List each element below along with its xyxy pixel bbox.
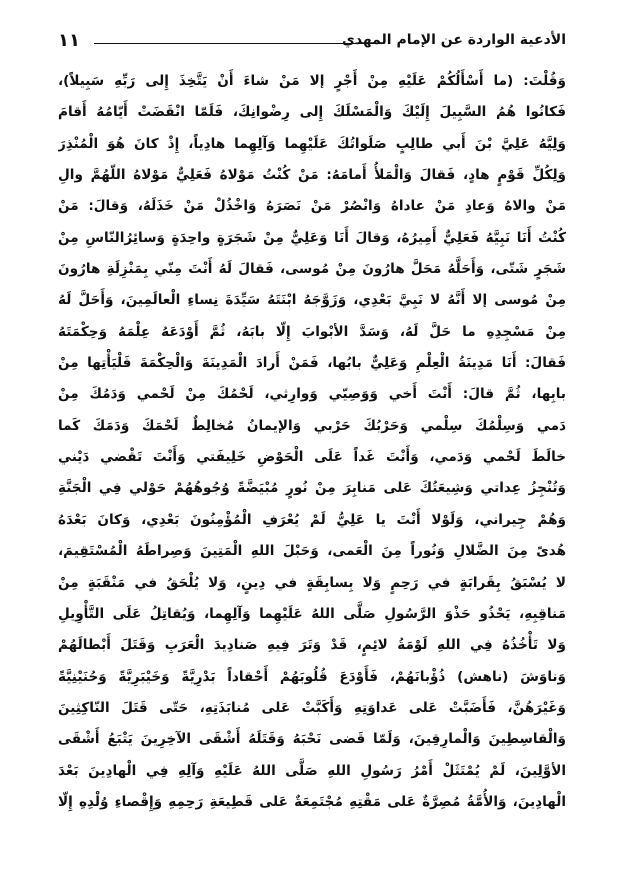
text-line: الْهادِينَ، وَالأُمَّةُ مُصِرَّةٌ عَلى مَقْتِهِ مُجْتَمِعَةٌ عَلى قَطِيعَةِ رَحِمِهِ وَإِقْصاءِ وُلْدِهِ إِلّا bbox=[58, 793, 566, 810]
text-line: وَتُنْجِزُ عِداتي وَشِيعَتُكَ عَلى مَنابِرَ مِنْ نُورٍ مُبْيَضَّةً وُجُوهُهُمْ حَوْلي فِي الْجَنَّةِ bbox=[58, 480, 566, 497]
text-line: مِنْ مُوسى إلا أَنَّهُ لا نَبِيَّ بَعْدِي، وَزَوَّجَهُ ابْنَتَهُ سَيِّدَةَ نِساءِ الْعالَمِينَ، وَأَحَلَّ لَهُ bbox=[58, 292, 566, 309]
text-line: فَقالَ: أَنَا مَدِينَةُ الْعِلْمِ وَعَلِيٌّ بابُها، فَمَنْ أَرادَ الْمَدِينَةَ وَالْحِكْمَةَ فَلْيَأْتِها مِنْ bbox=[58, 355, 566, 372]
text-line: هُدىً مِنَ الضَّلالِ وَنُوراً مِنَ الْعَمى، وَحَبْلَ اللهِ الْمَتِينَ وَصِراطَهُ الْمُسْتَقِيمَ، bbox=[58, 543, 566, 560]
page-header bbox=[58, 30, 566, 56]
text-line: شَجَرٍ شَتّى، وَأَحَلَّهُ مَحَلَّ هارُونَ مِنْ مُوسى، فَقالَ لَهُ أَنْتَ مِنّي بِمَنْزِلَةِ هارُونَ bbox=[58, 261, 566, 278]
text-line: وَالْقاسِطِينَ وَالْمارِقِينَ، وَلَمّا قَضى نَحْبَهُ وَقَتَلَهُ أَشْقَى الآخِرِينَ يَتْبَعُ أَشْقَى bbox=[58, 731, 566, 748]
text-line: مِنْ مَسْجِدِهِ ما حَلَّ لَهُ، وَسَدَّ الأبْوابَ إِلّا بابَهُ، ثُمَّ أَوْدَعَهُ عِلْمَهُ وَحِكْمَتَهُ bbox=[58, 323, 566, 340]
text-line: فَكانُوا هُمُ السَّبِيلَ إِلَيْكَ وَالْمَسْلَكَ إِلى رِضْوانِكَ، فَلَمّا انْقَضَتْ أَيّامُهُ أَقامَ bbox=[58, 104, 566, 121]
text-line: وَلِكُلِّ قَوْمٍ هادٍ، فَقالَ وَالْمَلأُ أَمامَهُ: مَنْ كُنْتُ مَوْلاهُ فَعَلِيٌّ مَوْلاهُ اللّهُمَّ والِ bbox=[58, 167, 566, 184]
text-line: خالَطَ لَحْمي وَدَمي، وَأَنْتَ غَداً عَلَى الْحَوْضِ خَلِيفَتي وَأَنْتَ تَقْضي دَيْني bbox=[58, 449, 566, 466]
page-number: ١١ bbox=[58, 30, 80, 51]
text-line: وَلا تَأْخُذُهُ فِي اللهِ لَوْمَةُ لائِمٍ، قَدْ وَتَرَ فِيهِ صَنادِيدَ الْعَرَبِ وَقَتَلَ أَبْطالَهُمْ bbox=[58, 637, 566, 654]
text-line: الأوَّلِينَ، لَمْ يُمْتَثَلْ أَمْرُ رَسُولِ اللهِ صَلَّى اللهُ عَلَيْهِ وَآلِهِ فِي الْهادِينَ بَعْدَ bbox=[58, 762, 566, 779]
text-line: لا يُسْبَقُ بِقَرابَةٍ في رَحِمٍ وَلا بِسابِقَةٍ في دِينٍ، وَلا يُلْحَقُ في مَنْقَبَةٍ مِنْ bbox=[58, 574, 566, 591]
running-title: الأدعية الواردة عن الإمام المهدي bbox=[342, 32, 566, 48]
body-text bbox=[58, 66, 566, 818]
text-line: مَنْ والاهُ وَعادِ مَنْ عاداهُ وَانْصُرْ مَنْ نَصَرَهُ وَاخْذُلْ مَنْ خَذَلَهُ، وَقالَ: مَنْ bbox=[58, 198, 566, 215]
text-line: وَناوَشَ (ناهش) ذُؤْبانَهُمْ، فَأَوْدَعَ قُلُوبَهُمْ أَحْقاداً بَدْرِيَّةً وَخَيْبَرِيَّةً وَحُنَيْنِيَّةً bbox=[58, 668, 566, 685]
text-line: وَقُلْتَ: (ما أَسْأَلُكُمْ عَلَيْهِ مِنْ أَجْرٍ إلا مَنْ شاءَ أَنْ يَتَّخِذَ إِلى رَبِّهِ سَبِيلاً)، bbox=[58, 73, 566, 89]
text-line: وَلِيَّهُ عَلِيَّ بْنَ أَبي طالِبٍ صَلَواتُكَ عَلَيْهِما وَآلِهِما هادِياً، إِذْ كانَ هُوَ الْمُنْذِرَ bbox=[58, 135, 566, 152]
text-line: بابِها، ثُمَّ قالَ: أَنْتَ أَخي وَوَصِيّي وَوارِثي، لَحْمُكَ مِنْ لَحْمي وَدَمُكَ مِنْ bbox=[58, 386, 566, 403]
text-line: وَغَيْرَهُنَّ، فَأَضَبَّتْ عَلى عَداوَتِهِ وَأَكَبَّتْ عَلى مُنابَذَتِهِ، حَتّى قَتَلَ النّاكِثِينَ bbox=[58, 699, 566, 716]
text-line: وَهُمْ جِيراني، وَلَوْلا أَنْتَ يا عَلِيُّ لَمْ يُعْرَفِ الْمُؤْمِنُونَ بَعْدِي، وَكانَ بَعْدَهُ bbox=[58, 511, 566, 528]
header-rule bbox=[94, 43, 380, 44]
text-line: دَمي وَسِلْمُكَ سِلْمي وَحَرْبُكَ حَرْبي وَالإيمانُ مُخالِطٌ لَحْمَكَ وَدَمَكَ كَما bbox=[58, 417, 566, 434]
text-line: كُنْتُ أَنَا نَبِيَّهُ فَعَلِيٌّ أَمِيرُهُ، وَقالَ أَنَا وَعَلِيٌّ مِنْ شَجَرَةٍ واحِدَةٍ وَسائِرُالنّاسِ مِنْ bbox=[58, 229, 566, 246]
text-line: مَناقِبِهِ، يَحْذُو حَذْوَ الرَّسُولِ صَلَّى اللهُ عَلَيْهِما وَآلِهِما، وَيُقاتِلُ عَلَى التَّأْوِيلِ bbox=[58, 605, 566, 622]
